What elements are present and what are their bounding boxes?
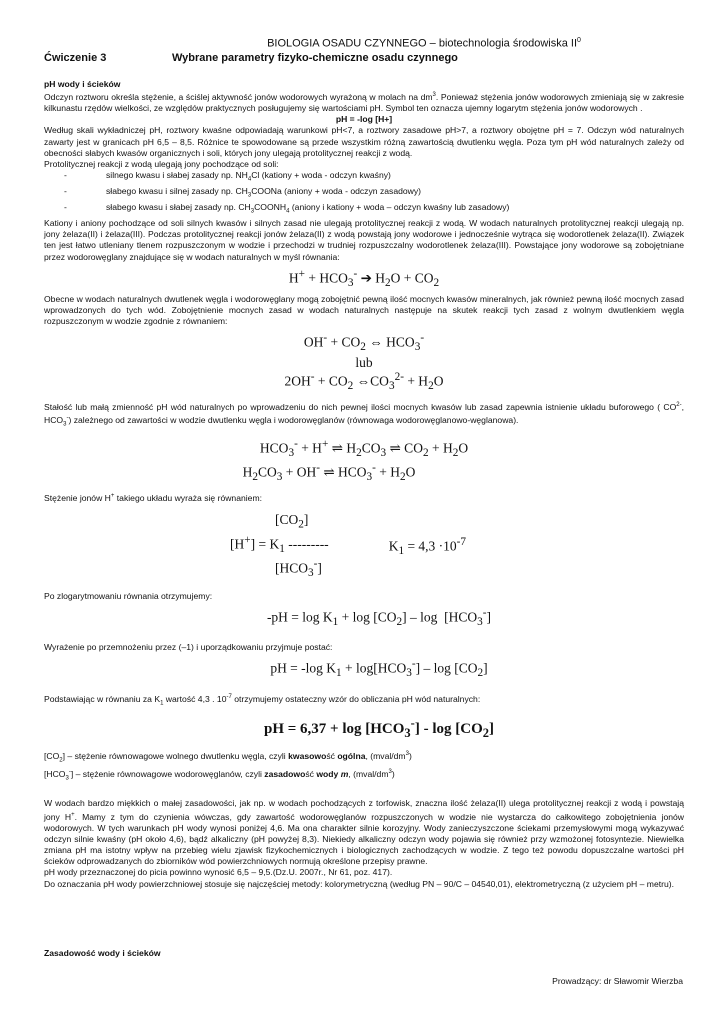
exercise-heading xyxy=(44,51,684,65)
equation-neutralization: $H^+ + HCO_3^-$ ➔ $H_2O + CO_2$ xyxy=(288,267,440,289)
paragraph-4: Kationy i aniony pochodzące od soli silnych kwasów i silnych zasad nie ulegają protolitycznej reakcji z wodą. W wodach naturalnych protolitycznej reakcji ulegają np. jony żelaza(II) i żelaza(III). Podczas protolitycznej reakcji jonów żelaza(II) z wodą powstają jony wodorowe i jednocześnie wytrąca się wodorotlenek żelaza(II). Związek ten jest łatwo utleniany tlenem rozpuszczonym w wodzie i przechodzi w trudniej rozpuszczalny wodorotlenek żelaza(III). Powstające jony wodorowe są zobojętniane przez wodorowęglany znajdujące się w wodach naturalnych w myśl równania: xyxy=(44,217,684,262)
salt-list xyxy=(44,170,684,218)
paragraph-2: Według skali wykładniczej pH, roztwory kwaśne odpowiadają warunkowi pH<7, a roztwory zasadowe pH>7, a roztwory obojętne pH = 7. Odczyn wód naturalnych zawarty jest w granicach pH 6,5 – 8,5. Różnice te spowodowane są przede wszystkim różną zawartością dwutlenku węgla. Poza tym pH wód naturalnych zależy od obecności słabych kwasów organicznych i soli, których jony ulegają protolitycznej reakcji z wodą. xyxy=(44,125,684,158)
paragraph-3: Protolitycznej reakcji z wodą ulegają jony pochodzące od soli: xyxy=(44,158,279,169)
document-page xyxy=(44,34,684,959)
exercise-number: Ćwiczenie 3 xyxy=(44,51,107,64)
paragraph-12: pH wody przeznaczonej do picia powinno wynosić 6,5 – 9,5.(Dz.U. 2007r., Nr 61, poz. 417). xyxy=(44,867,393,878)
section-title-alkalinity: Zasadowość wody i ścieków xyxy=(44,947,161,958)
equation-block-co2: $OH^- + CO_2$ ⇔ $HCO_3^-$ lub $2OH^- + CO_2$ $\Leftrightarrow CO_3^{2-} + H_2O$ xyxy=(44,331,684,394)
equation-block-buffer: $HCO_3^- + H^+$ ⇌ $H_2CO_3$ ⇌ $CO_2 + H_2O$ $H_2CO_3 + OH^-$ ⇌ $HCO_3^- + H_2O$ xyxy=(242,437,469,484)
paragraph-7: Stężenie jonów H+ takiego układu wyraża się równaniem: xyxy=(44,492,263,503)
paragraph-5: Obecne w wodach naturalnych dwutlenek węgla i wodorowęglany mogą zobojętnić pewną ilość mocnych kwasów mineralnych, jak również pewną ilość mocnych zasad wprowadzonych do tych wód. Zobojętnienie mocnych zasad w wodach naturalnych następuje na skutek reakcji tych zasad z wolnym dwutlenkiem węgla rozpuszczonym w wodzie zgodnie z równaniem: xyxy=(44,293,684,327)
list-item: - słabego kwasu i słabej zasady np. $CH_3COONH_4$ (aniony i kationy + woda – odczyn kwaśny lub zasadowy) xyxy=(44,202,684,218)
equation-log: $-pH = \log K_1 + \log [CO_2] - \log [HCO_3^-]$ xyxy=(266,607,492,629)
definition-hco3: $[HCO_3^-]$ – stężenie równowagowe wodorowęglanów, czyli zasadowość wody m, $(mval/dm^3)$ xyxy=(44,768,395,782)
paragraph-8: Po zlogarytmowaniu równania otrzymujemy: xyxy=(44,591,213,602)
final-formula: pH = $6,37 + \log [HCO_3^-] - \log [CO_2]$ xyxy=(263,715,494,740)
lub-label: lub xyxy=(355,354,373,370)
list-item: - silnego kwasu i słabej zasady np. $NH_4Cl$ (kationy + woda - odczyn kwaśny) xyxy=(44,170,684,186)
paragraph-9: Wyrażenie po przemnożeniu przez (–1) i uporządkowaniu przyjmuje postać: xyxy=(44,641,333,652)
paragraph-6: Stałość lub małą zmienność pH wód naturalnych po wprowadzeniu do nich pewnej ilości mocnych kwasów lub zasad zapewnia istnienie układu buforowego ( $CO^{2-}$, $HCO_3^-$) zależnego od zawartości w wodzie dwutlenku węgla i wodorowęglanów (równowaga wodorowęglanowo-węglanowa). xyxy=(44,401,684,428)
section-title-ph: pH wody i ścieków xyxy=(44,78,121,89)
exercise-title: Wybrane parametry fizyko-chemiczne osadu czynnego xyxy=(172,51,458,64)
definition-co2: $[CO_2]$ – stężenie równowagowe wolnego dwutlenku węgla, czyli kwasowość ogólna, $(mval/dm^3)$ xyxy=(44,750,412,764)
paragraph-10: Podstawiając w równaniu za $K_1$ wartość 4,3 . $10^{-7}$ otrzymujemy ostateczny wzór do obliczania pH wód naturalnych: xyxy=(44,693,481,707)
equation-ph: pH = -log $K_1 + \log[HCO_3^-] - \log [CO_2]$ xyxy=(270,657,488,680)
list-item: - słabego kwasu i silnej zasady np. $CH_3COONa$ (aniony + woda - odczyn zasadowy) xyxy=(44,186,684,202)
footer-lecturer: Prowadzący: dr Sławomir Wierzba xyxy=(552,976,683,986)
paragraph-11: W wodach bardzo miękkich o małej zasadowości, jak np. w wodach pochodzących z torfowisk, znaczna ilość żelaza(II) ulega protolitycznej reakcji z wodą i powstają jony H+. Mamy z tym do czynienia wówczas, gdy zawartość wodorowęglanów rozpuszczonych w wodzie nie wystarcza do całkowitego zobojętnienia jonów wodorowych. W tych warunkach pH wody wynosi poniżej 4,6. Ma ona charakter silnie korozyjny. Wody zanieczyszczone ściekami przemysłowymi mogą wykazywać odczyn silnie kwaśny (pH około 4,6), bądź alkaliczny (pH powyżej 8,3). Niekiedy alkaliczny odczyn wody pojawia się również przy wzmożonej fotosyntezie. Niewielka zmiana pH ma istotny wpływ na przebieg wielu zjawisk fizykochemicznych i biologicznych zachodzących w wodzie. Z tego też powodu dopuszczalne wartości pH ścieków odprowadzanych do zbiorników wód powierzchniowych normują określone przepisy prawne. xyxy=(44,798,684,867)
paragraph-13: Do oznaczania pH wody powierzchniowej stosuje się najczęściej metody: kolorymetryczną (według PN – 90/C – 04540,01), elektrometryczną (z użyciem pH – metru). xyxy=(44,878,675,889)
paragraph-1: Odczyn roztworu określa stężenie, a ściślej aktywność jonów wodorowych wyrażoną w molach na $dm^3$. Ponieważ stężenia jonów wodorowych zmieniają się w zakresie kilkunastu rzędów wielkości, ze względów praktycznych posługujemy się wartościami pH. Symbol ten oznacza ujemny logarytm stężenia jonów wodorowych . xyxy=(44,91,684,113)
course-header: BIOLOGIA OSADU CZYNNEGO – biotechnologia środowiska $II^0$ xyxy=(267,37,581,50)
equation-h-concentration: $[CO_2]$ $[H^+] = K_1$ --------- $[HCO_3^-]$ $K_1 = 4,3 \cdot 10^{-7}$ xyxy=(230,512,467,580)
k1-constant: $K_1 = 4,3 \cdot 10^{-7}$ xyxy=(388,535,467,557)
ph-formula: pH = -log [H+] xyxy=(335,114,393,125)
